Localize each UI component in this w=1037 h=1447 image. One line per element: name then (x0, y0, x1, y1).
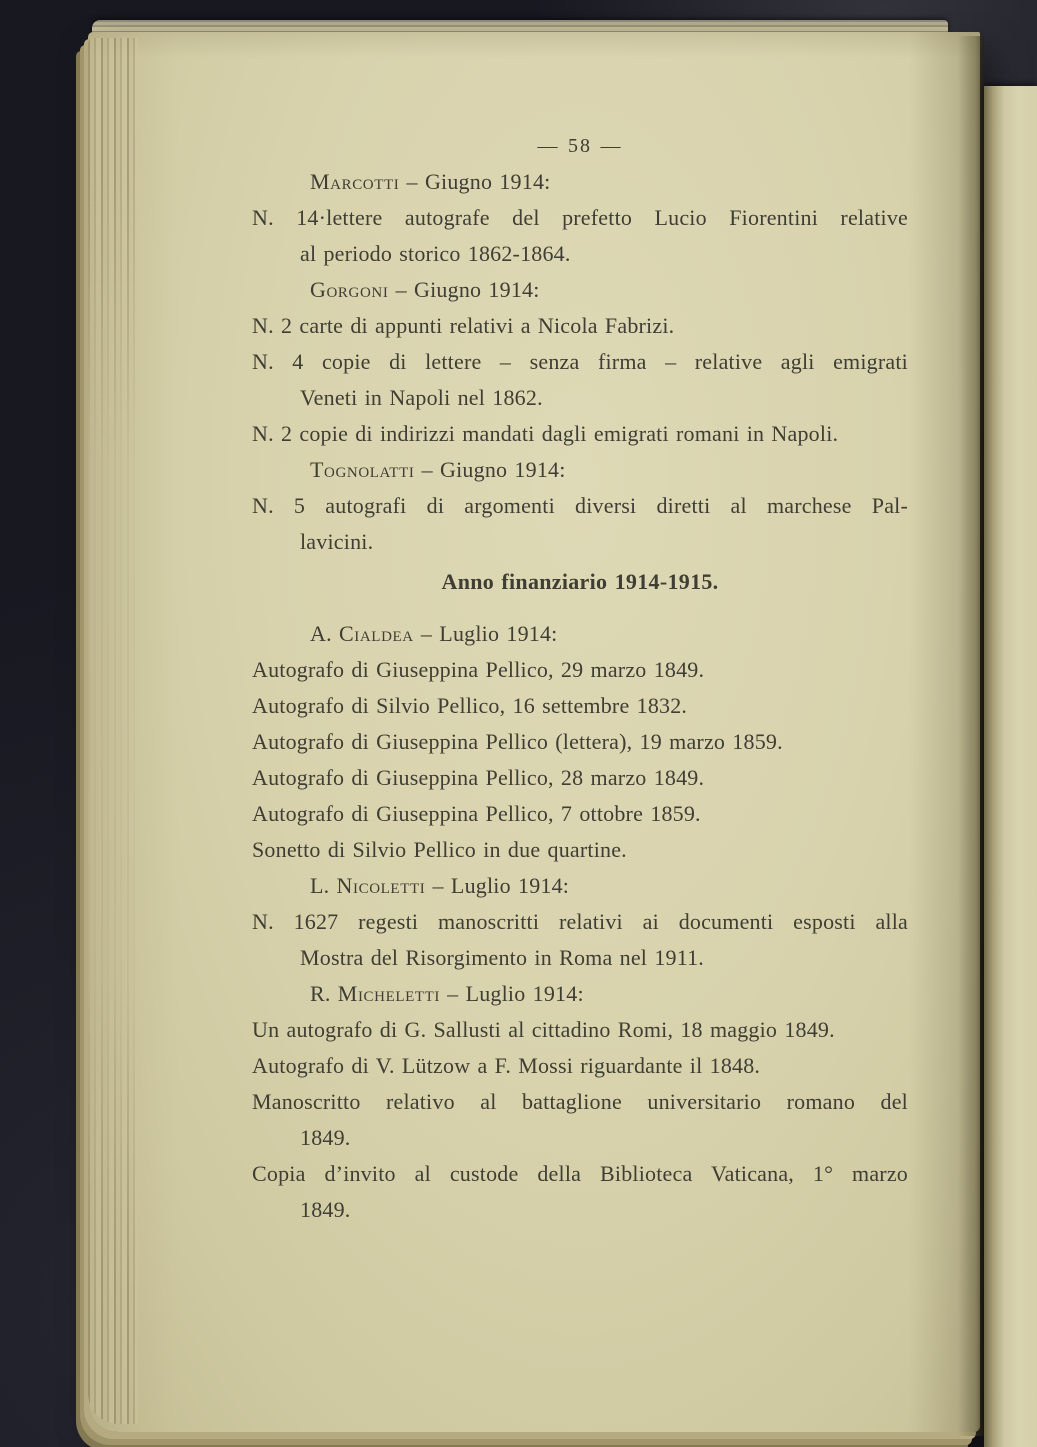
entry-line: Copia d’invito al custode della Biblioteca Vaticana, 1° marzo (252, 1161, 908, 1186)
facing-page-edge (984, 86, 1037, 1447)
page-stack-left-edge (88, 38, 138, 1424)
entry (252, 308, 908, 344)
entry-line: N. 2 copie di indirizzi mandati dagli emigrati romani in Napoli. (252, 421, 839, 446)
entry-line: N. 1627 regesti manoscritti relativi ai documenti esposti alla (252, 909, 908, 934)
entry (252, 1012, 908, 1048)
author-name: Cialdea (339, 621, 414, 646)
entry-line: lavicini. (300, 529, 374, 554)
entry (252, 344, 908, 416)
entry-line: N. 14·lettere autografe del prefetto Lucio Fiorentini relative (252, 205, 908, 230)
author-name: Tognolatti (310, 457, 415, 482)
entry (252, 1048, 908, 1084)
heading-date: – Luglio 1914: (413, 621, 558, 646)
entry (252, 796, 908, 832)
entry-heading-tognolatti (252, 452, 908, 488)
entry-heading-cialdea (252, 616, 908, 652)
entry (252, 760, 908, 796)
entry-line: 1849. (300, 1197, 351, 1222)
heading-date: – Giugno 1914: (414, 457, 566, 482)
heading-date: – Luglio 1914: (439, 981, 584, 1006)
author-initial: L. (310, 873, 337, 898)
entry-line: Un autografo di G. Sallusti al cittadino Romi, 18 maggio 1849. (252, 1017, 835, 1042)
entry (252, 1156, 908, 1228)
author-name: Marcotti (310, 169, 400, 194)
entry (252, 200, 908, 272)
author-name: Nicoletti (336, 873, 426, 898)
entry-line: Autografo di Silvio Pellico, 16 settembre 1832. (252, 693, 688, 718)
entry-line: Veneti in Napoli nel 1862. (300, 385, 543, 410)
page-text (252, 128, 908, 1228)
author-name: Gorgoni (310, 277, 389, 302)
entry-line: Mostra del Risorgimento in Roma nel 1911. (300, 945, 705, 970)
entry-line: Autografo di Giuseppina Pellico, 7 ottobre 1859. (252, 801, 701, 826)
heading-date: – Giugno 1914: (388, 277, 540, 302)
author-initial: A. (310, 621, 339, 646)
author-name: Micheletti (337, 981, 440, 1006)
heading-date: – Giugno 1914: (399, 169, 551, 194)
entry-line: N. 5 autografi di argomenti diversi diretti al marchese Pal- (252, 493, 908, 518)
entry-line: Autografo di Giuseppina Pellico, 28 marzo 1849. (252, 765, 705, 790)
entry-line: N. 4 copie di lettere – senza firma – relative agli emigrati (252, 349, 908, 374)
entry-heading-gorgoni (252, 272, 908, 308)
entry-line: Sonetto di Silvio Pellico in due quartine. (252, 837, 627, 862)
entry (252, 904, 908, 976)
entry-line: Autografo di V. Lützow a F. Mossi riguardante il 1848. (252, 1053, 761, 1078)
entry (252, 724, 908, 760)
entry-line: Manoscritto relativo al battaglione universitario romano del (252, 1089, 908, 1114)
entry-line: N. 2 carte di appunti relativi a Nicola Fabrizi. (252, 313, 675, 338)
entry (252, 688, 908, 724)
section-heading: Anno finanziario 1914-1915. (441, 569, 719, 594)
entry (252, 832, 908, 868)
entry (252, 652, 908, 688)
heading-date: – Luglio 1914: (425, 873, 570, 898)
entry-line: Autografo di Giuseppina Pellico (lettera), 19 marzo 1859. (252, 729, 783, 754)
entry-heading-marcotti (252, 164, 908, 200)
book-page (88, 32, 980, 1432)
entry-heading-nicoletti (252, 868, 908, 904)
entry (252, 1084, 908, 1156)
entry (252, 488, 908, 560)
entry (252, 416, 908, 452)
gutter-shadow (958, 36, 984, 1436)
author-initial: R. (310, 981, 338, 1006)
page-number: — 58 — (537, 135, 623, 157)
entry-line: Autografo di Giuseppina Pellico, 29 marzo 1849. (252, 657, 705, 682)
entry-line: 1849. (300, 1125, 351, 1150)
entry-heading-micheletti (252, 976, 908, 1012)
entry-line: al periodo storico 1862-1864. (300, 241, 571, 266)
